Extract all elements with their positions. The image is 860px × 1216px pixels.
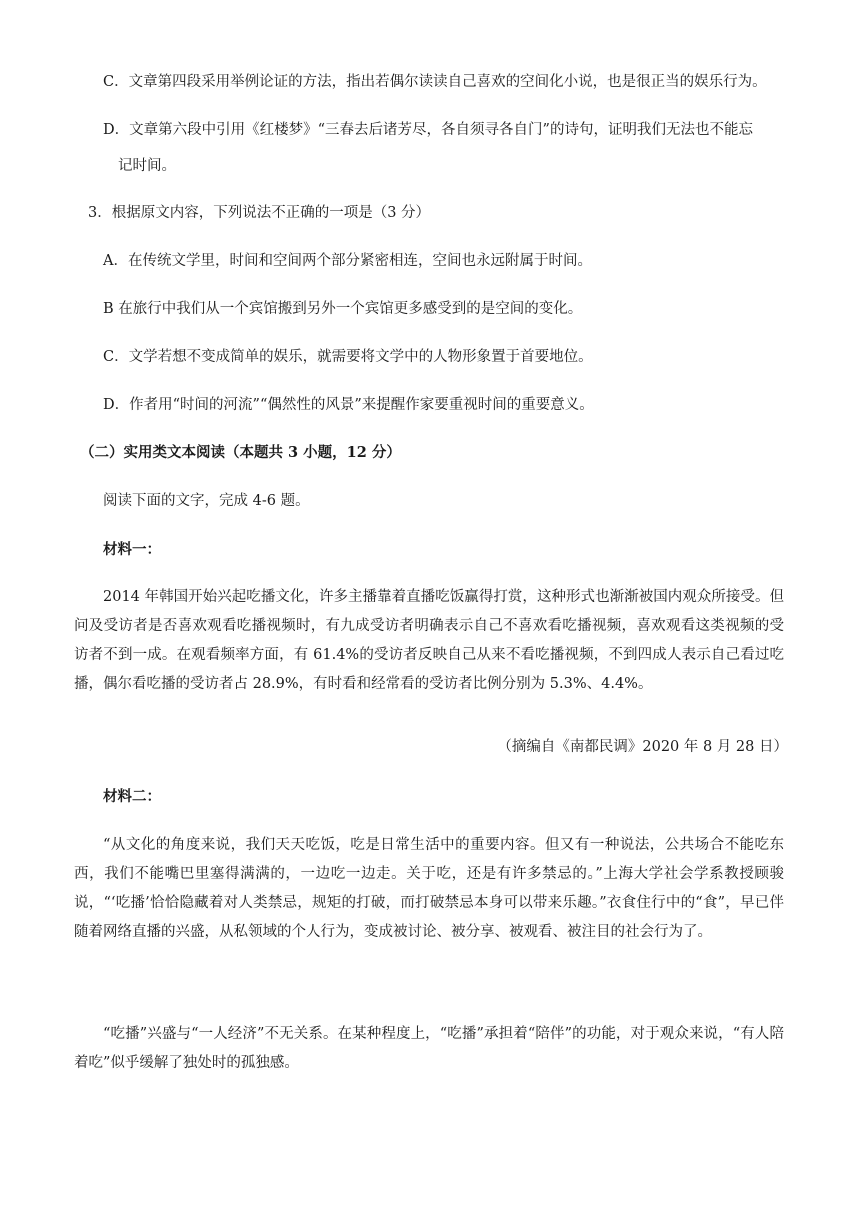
- material1-title: 材料一：: [103, 541, 161, 558]
- q3-option-c: C．文学若想不变成简单的娱乐，就需要将文学中的人物形象置于首要地位。: [103, 349, 593, 365]
- material1-text: 2014 年韩国开始兴起吃播文化，许多主播靠着直播吃饭赢得打赏，这种形式也渐渐被国内观众所接受。但问及受访者是否喜欢观看吃播视频时，有九成受访者明确表示自己不喜欢看吃播视频，喜欢观看这类视频的受访者不到一成。在观看频率方面，有 61.4%的受访者反映自己从来不看吃播视频，不到四成人表示自己看过吃播，偶尔看吃播的受访者占 28.9%，有时看和经常看的受访者比例分别为 5.3%、4.4%。: [74, 589, 784, 692]
- material2-text-2: “吃播”兴盛与“一人经济”不无关系。在某种程度上，“吃播”承担着“陪伴”的功能，对于观众来说，“有人陪着吃”似乎缓解了独处时的孤独感。: [74, 1026, 784, 1071]
- q3-stem: 3．根据原文内容，下列说法不正确的一项是（3 分）: [88, 205, 431, 221]
- section-instruction: 阅读下面的文字，完成 4-6 题。: [103, 493, 310, 509]
- material2-title: 材料二：: [103, 788, 161, 805]
- q3-option-d: D．作者用“时间的河流”“偶然性的风景”来提醒作家要重视时间的重要意义。: [103, 397, 594, 413]
- q3-option-a: A．在传统文学里，时间和空间两个部分紧密相连，空间也永远附属于时间。: [103, 253, 592, 269]
- q2-option-c: C．文章第四段采用举例论证的方法，指出若偶尔读读自己喜欢的空间化小说，也是很正当的娱乐行为。: [103, 74, 767, 90]
- material2-paragraph-1: [74, 831, 784, 947]
- material1-paragraph: [74, 583, 784, 699]
- q2-option-d-line2: 记时间。: [118, 158, 176, 174]
- q2-option-d-line1: D．文章第六段中引用《红楼梦》“三春去后诸芳尽，各自须寻各自门”的诗句，证明我们无法也不能忘: [103, 122, 753, 138]
- q3-option-b: B 在旅行中我们从一个宾馆搬到另外一个宾馆更多感受到的是空间的变化。: [103, 301, 583, 317]
- material2-paragraph-2: [74, 1020, 784, 1078]
- section-heading: （二）实用类文本阅读（本题共 3 小题，12 分）: [80, 444, 401, 461]
- material2-text-1: “从文化的角度来说，我们天天吃饭，吃是日常生活中的重要内容。但又有一种说法，公共场合不能吃东西，我们不能嘴巴里塞得满满的，一边吃一边走。关于吃，还是有许多禁忌的。”上海大学社会学系教授顾骏说，“‘吃播’恰恰隐藏着对人类禁忌，规矩的打破，而打破禁忌本身可以带来乐趣。”衣食住行中的“食”，早已伴随着网络直播的兴盛，从私领域的个人行为，变成被讨论、被分享、被观看、被注目的社会行为了。: [74, 837, 784, 940]
- material1-source: （摘编自《南都民调》2020 年 8 月 28 日）: [497, 739, 788, 755]
